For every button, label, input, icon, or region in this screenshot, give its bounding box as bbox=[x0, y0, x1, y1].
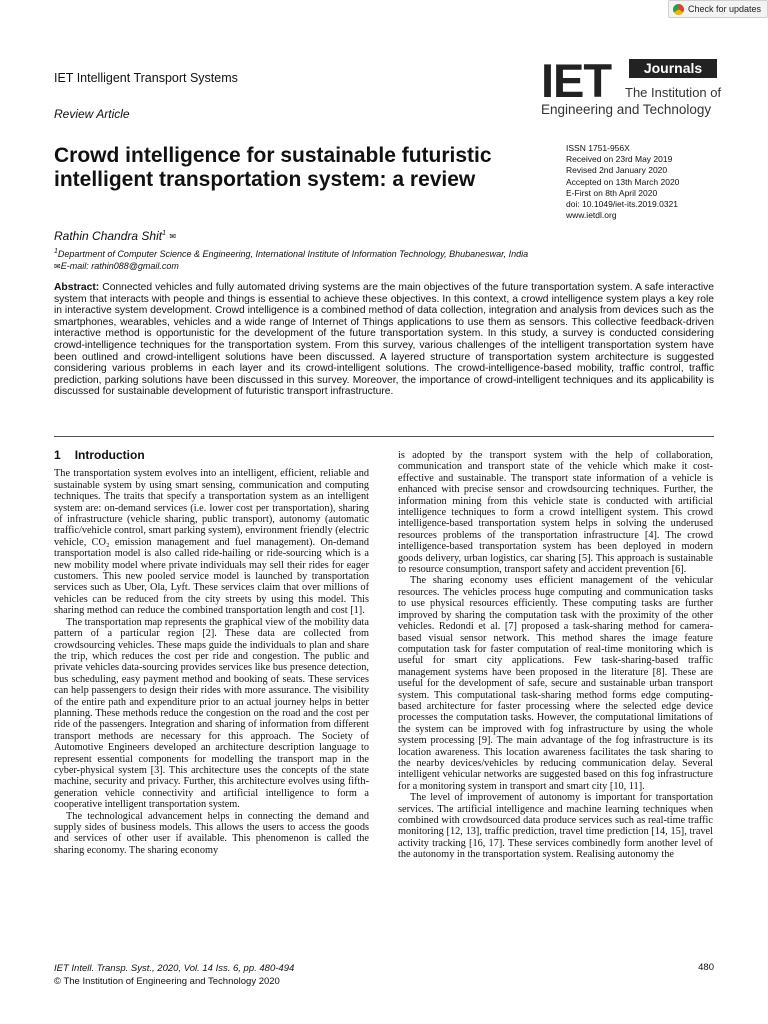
footer-citation: IET Intell. Transp. Syst., 2020, Vol. 14 Iss. 6, pp. 480-494 bbox=[54, 963, 295, 974]
check-for-updates-label: Check for updates bbox=[688, 4, 762, 14]
site-link[interactable]: www.ietdl.org bbox=[566, 210, 617, 221]
paragraph: The transportation map represents the graphical view of the mobility data pattern of a particular region [2]. These data are collected from crowdsourcing vehicles. These maps guide the individuals to plan and share the trip, which reduces the cost per ride and congestion. The public and private vehicles data-sourcing provides services like bus presence detection, bus scheduling, easy payment method and booking of seats. These services can help passengers to design their rides with more assurance. The visibility of the entire path and expenditure prior to an actual journey helps in better planning. These methods reduce the congestion on the road and the cost per ride of the passengers. Integration and sharing of information from different transport methods are necessary for this approach. The Society of Automotive Engineers developed an architecture description language to represent essential components for modelling the transport map in the cyber-physical system [3]. This architecture uses the concepts of the state machine, security and privacy. Further, this architecture evolves using fifth-generation vehicle connectivity and artificial intelligence to form a cooperative intelligent transportation system. bbox=[54, 616, 369, 811]
article-title: Crowd intelligence for sustainable futuristic intelligent transportation system: a review bbox=[54, 144, 492, 191]
right-column bbox=[398, 450, 713, 861]
footer bbox=[54, 962, 294, 988]
journal-name: IET Intelligent Transport Systems bbox=[54, 71, 238, 85]
section-number: 1 bbox=[54, 448, 61, 462]
left-column bbox=[54, 450, 369, 856]
efirst-date: E-First on 8th April 2020 bbox=[566, 187, 658, 198]
section-title: Introduction bbox=[74, 448, 145, 462]
footer-copyright: © The Institution of Engineering and Technology 2020 bbox=[54, 976, 280, 987]
paragraph: The transportation system evolves into an intelligent, efficient, reliable and sustainable system by using smart sensing, communication and computing techniques. The traits that specify a transportation system as an intelligent system are: on-demand services (i.e. lower cost per transportation), sharing of infrastructure (vehicle sharing, public transport), autonomy (automatic traffic/vehicle control, smart parking system), environment friendly (electric vehicle, CO₂ emission management and fuel management). On-demand transportation model is also called ride-hailing or ride-sourcing which is a new mobility model where private individuals may sell their rides for eager customers. This new pooled service model is launched by transportation services such as Uber, Ola, Lyft. These services claim that over millions of vehicles can be reduced from the city streets by using this model. This sharing method can reduce the combined transportation length and cost [1]. bbox=[54, 468, 369, 617]
email-text[interactable]: E-mail: rathin088@gmail.com bbox=[60, 261, 179, 271]
logo-institution-line2: Engineering and Technology bbox=[541, 102, 712, 117]
paragraph: The level of improvement of autonomy is important for transportation services. The artificial intelligence and machine learning techniques when combined with crowdsourced data produce services such as real-time traffic monitoring [12, 13], traffic prediction, travel time prediction [14, 15], travel activity tracking [16, 17]. These services combinedly form another level of the autonomy in the transportation system. Realising autonomy the bbox=[398, 792, 713, 861]
page-number: 480 bbox=[698, 962, 714, 973]
paragraph: is adopted by the transport system with the help of collaboration, communication and transport state of the vehicle which make it cost-effective and sustainable. The transport state information of a vehicle is enhanced with precise sensor and crowdsourcing techniques. Further, the information mining from this vehicle state is conducted with artificial intelligence techniques to form a crowd intelligent system. This crowd intelligence-based transportation system helps in solving the underused resources problems of the transportation infrastructure [4]. The crowd intelligence-based transportation system has been deployed in modern goods delivery, urban logistics, car sharing [5]. This approach is sustainable to resource consumption, transport safety and accident prevention [6]. bbox=[398, 450, 713, 576]
envelope-icon: ✉ bbox=[54, 262, 61, 271]
author-affiliation-marker: 1 bbox=[162, 230, 166, 237]
section-heading bbox=[54, 450, 369, 461]
abstract-text: Connected vehicles and fully automated driving systems are the main objectives of the future transportation system. A safe interactive system that interacts with people and things is essential to achieve these objectives. In this context, a crowd intelligence system plays a key role in interactive system development. Crowd intelligence is a combined method of data collection, integration and analysis from devices such as the smartphones, wearables, vehicles and a wide range of Internet of Things applications to use them as sensors. This collective feedback-driven interactive method is opportunistic for the development of the future transportation system. In this study, a survey is conducted considering crowd-intelligence techniques for the transportation system. From this survey, various challenges of the intelligent transportation system have been outlined and crowd-intelligent solutions have been discussed. A layered structure of transportation system architecture is suggested considering various problems in each layer and its crowd-intelligent solutions. The crowd-intelligence-based mobility, traffic control, traffic prediction, parking solutions have been discussed in this survey. Moreover, the importance of crowd-intelligent techniques and its applicability is discussed for sustainable development of futuristic transport infrastructure. bbox=[54, 282, 714, 398]
logo-institution-line1: The Institution of bbox=[625, 85, 722, 100]
check-for-updates-button[interactable] bbox=[668, 0, 768, 18]
received-date: Received on 23rd May 2019 bbox=[566, 154, 673, 165]
accepted-date: Accepted on 13th March 2020 bbox=[566, 176, 680, 187]
corresponding-email bbox=[54, 261, 179, 271]
article-type: Review Article bbox=[54, 107, 130, 121]
author-line bbox=[54, 229, 176, 243]
divider bbox=[54, 436, 714, 437]
logo-iet-text: IET bbox=[541, 54, 612, 107]
envelope-icon: ✉ bbox=[169, 232, 177, 241]
affiliation-marker: 1 bbox=[54, 248, 58, 255]
paragraph: The technological advancement helps in connecting the demand and supply sides of business models. This allows the users to access the goods and services of other user if available. This phenomenon is called the sharing economy. The sharing economy bbox=[54, 810, 369, 856]
article-metadata bbox=[566, 143, 679, 221]
abstract-label: Abstract: bbox=[54, 282, 100, 293]
paragraph: The sharing economy uses efficient management of the vehicular resources. The vehicles process huge computing and communication tasks to use physical resources efficiently. These computing tasks are further improved by sharing the computation task with the proximity of the other vehicles. Redondi et al. [7] proposed a task-sharing method for camera-based visual sensor network. This method shares the image feature computation task for faster computation of real-time monitoring which is useful for smart city applications. Few task-sharing-based traffic management systems have been proposed in the literature [8]. These are useful for the development of safe, secure and sustainable urban transport system. This computational task-sharing method forms edge computing-based architecture for faster processing where the selected edge device processes the computation tasks. However, the computational limitations of the system can be improved with fog infrastructure by using the whole system processing [9]. The main advantage of the fog infrastructure is its location awareness. This location awareness facilitates the task sharing to the nearby devices/vehicles by reducing communication delay. Several intelligent vehicular networks are suggested based on this fog infrastructure for a monitoring system in transport and smart city [10, 11]. bbox=[398, 575, 713, 792]
affiliation bbox=[54, 248, 528, 259]
logo-journals-badge: Journals bbox=[629, 59, 717, 78]
revised-date: Revised 2nd January 2020 bbox=[566, 165, 668, 176]
iet-journals-logo bbox=[541, 54, 722, 125]
author-name: Rathin Chandra Shit bbox=[54, 229, 163, 243]
abstract bbox=[54, 282, 714, 398]
crossmark-icon bbox=[673, 4, 684, 15]
issn: ISSN 1751-956X bbox=[566, 143, 630, 153]
affiliation-text: Department of Computer Science & Engineering, International Institute of Information Technology, Bhubaneswar, India bbox=[57, 249, 529, 259]
doi-link[interactable]: doi: 10.1049/iet-its.2019.0321 bbox=[566, 199, 679, 210]
